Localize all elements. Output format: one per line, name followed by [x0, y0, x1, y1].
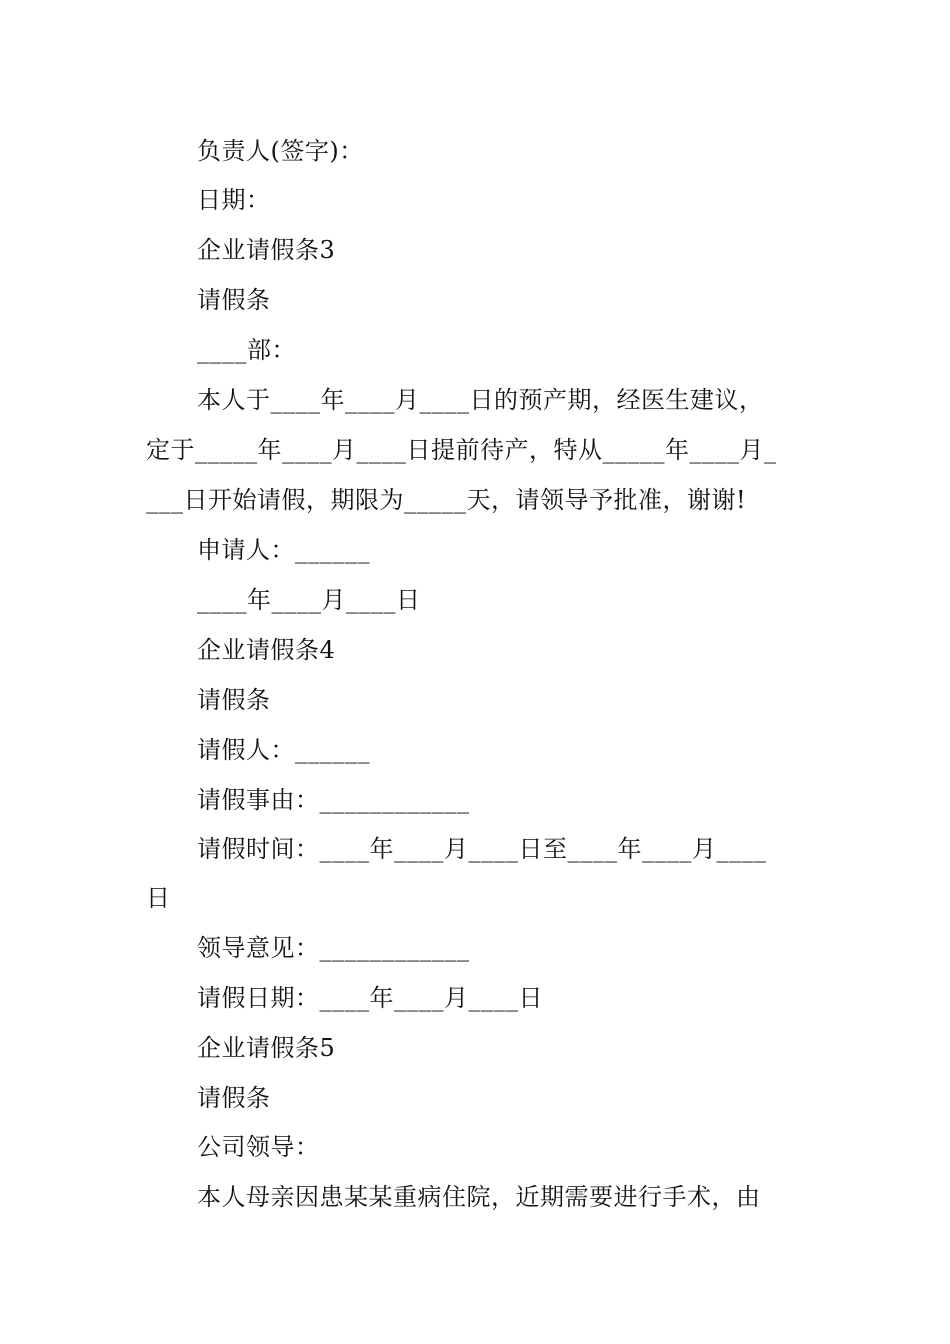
- body-paragraph-line: 本人母亲因患某某重病住院，近期需要进行手术，由: [197, 1183, 761, 1211]
- leave-period-continuation: 日: [146, 884, 171, 912]
- signature-line: 负责人(签字)：: [197, 137, 364, 165]
- department-salutation: ____部：: [197, 336, 296, 364]
- date-blank-line: ____年____月____日: [197, 586, 421, 614]
- body-paragraph-line: 本人于____年____月____日的预产期，经医生建议，: [197, 386, 764, 414]
- section-title-3: 企业请假条3: [197, 236, 336, 264]
- leave-note-heading: 请假条: [197, 286, 271, 314]
- leave-note-heading: 请假条: [197, 686, 271, 714]
- leader-opinion-line: 领导意见：____________: [197, 934, 470, 962]
- company-leader-salutation: 公司领导：: [197, 1133, 320, 1161]
- applicant-line: 申请人：______: [197, 536, 370, 564]
- section-title-5: 企业请假条5: [197, 1034, 336, 1062]
- requester-line: 请假人：______: [197, 736, 370, 764]
- leave-note-heading: 请假条: [197, 1084, 271, 1112]
- reason-line: 请假事由：____________: [197, 786, 470, 814]
- section-title-4: 企业请假条4: [197, 636, 336, 664]
- body-paragraph-line: ___日开始请假，期限为_____天，请领导予批准，谢谢!: [146, 486, 747, 514]
- leave-date-line: 请假日期：____年____月____日: [197, 984, 543, 1012]
- date-line: 日期：: [197, 186, 271, 214]
- body-paragraph-line: 定于_____年____月____日提前待产，特从_____年____月_: [146, 436, 777, 464]
- leave-period-line: 请假时间：____年____月____日至____年____月____: [197, 835, 767, 863]
